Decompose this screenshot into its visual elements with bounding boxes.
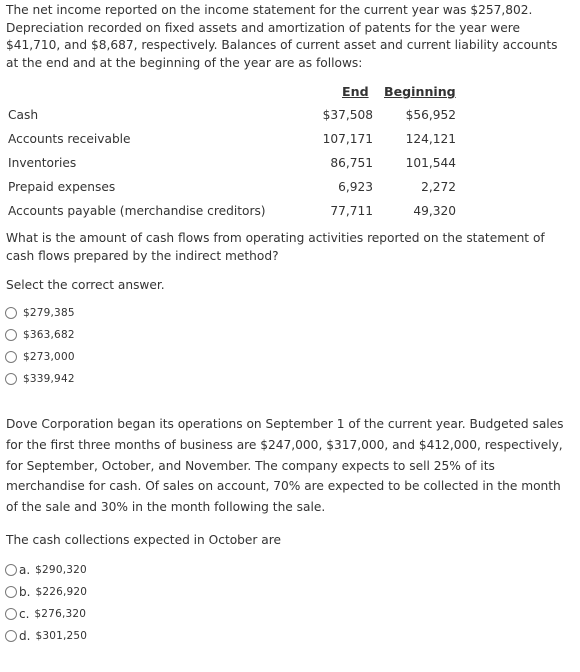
q2-question-text: The cash collections expected in October are [6,533,282,547]
q1-option-3[interactable] [5,349,75,365]
q2-option-b[interactable] [5,584,87,600]
option-letter: c. [19,607,30,621]
radio-button[interactable] [5,351,17,363]
option-letter: b. [19,585,31,599]
row-label: Inventories [8,156,77,170]
end-value: 107,171 [322,132,373,146]
q2-option-d[interactable] [5,628,87,644]
option-value: $279,385 [23,307,75,319]
option-letter: d. [19,629,31,643]
table-row [6,108,456,128]
end-value: $37,508 [322,108,373,122]
radio-button[interactable] [5,373,17,385]
option-value: $363,682 [23,329,75,341]
beginning-value: 101,544 [405,156,456,170]
q1-instruction: Select the correct answer. [6,278,165,292]
radio-button[interactable] [5,608,17,620]
beginning-value: $56,952 [405,108,456,122]
beginning-value: 124,121 [405,132,456,146]
q1-intro-paragraph: The net income reported on the income statement for the current year was $257,802. Depreciation recorded on fixed assets and amortization of patents for the year were $41,710, and $8,687, respectively. Balances of current asset and current liability accounts at the end and at the beginning of the year are as follows: [6,3,558,70]
option-value: $301,250 [35,630,88,642]
row-label: Accounts payable (merchandise creditors) [8,204,266,218]
radio-button[interactable] [5,564,17,576]
option-value: $226,920 [35,586,88,598]
table-row [6,180,456,200]
q1-option-4[interactable] [5,371,75,387]
column-header-beginning: Beginning [384,84,456,99]
q2-option-c[interactable] [5,606,86,622]
end-value: 6,923 [338,180,373,194]
radio-button[interactable] [5,586,17,598]
radio-button[interactable] [5,630,17,642]
option-value: $290,320 [35,564,87,576]
option-value: $273,000 [23,351,75,363]
row-label: Cash [8,108,39,122]
end-value: 86,751 [330,156,373,170]
q2-option-a[interactable] [5,562,87,578]
option-letter: a. [19,563,31,577]
radio-button[interactable] [5,329,17,341]
table-row [6,156,456,176]
row-label: Accounts receivable [8,132,131,146]
row-label: Prepaid expenses [8,180,116,194]
beginning-value: 49,320 [413,204,456,218]
q1-question-text: What is the amount of cash flows from operating activities reported on the statement of cash flows prepared by the indirect method? [6,231,545,263]
q1-option-2[interactable] [5,327,75,343]
beginning-value: 2,272 [421,180,456,194]
option-value: $276,320 [34,608,87,620]
radio-button[interactable] [5,307,17,319]
table-row [6,132,456,152]
q2-intro-paragraph: Dove Corporation began its operations on September 1 of the current year. Budgeted sales for the first three months of business are $247,000, $317,000, and $412,000, respectively, for September, October, and November. The company expects to sell 25% of its merchandise for cash. Of sales on account, 70% are expected to be collected in the month of the sale and 30% in the month following the sale. [6,417,564,515]
q1-option-1[interactable] [5,305,75,321]
table-row [6,204,456,224]
end-value: 77,711 [330,204,373,218]
column-header-end: End [342,84,369,99]
option-value: $339,942 [23,373,75,385]
